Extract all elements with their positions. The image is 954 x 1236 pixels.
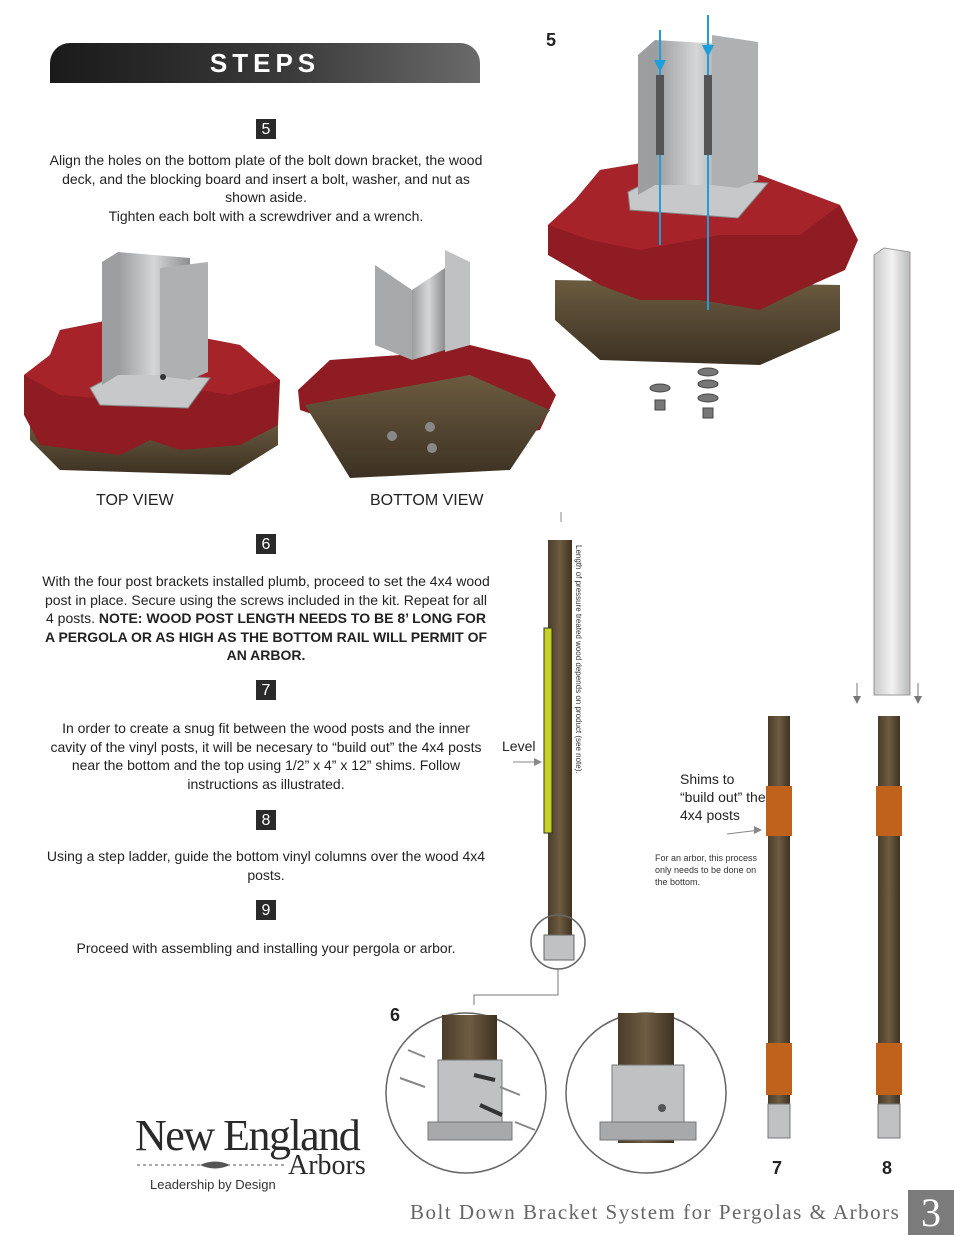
bottom-view-illustration bbox=[298, 250, 556, 478]
logo-name: New England bbox=[135, 1111, 360, 1160]
arbor-note: For an arbor, this process only needs to be done on the bottom. bbox=[655, 853, 758, 887]
step-6-badge: 6 bbox=[256, 534, 276, 554]
figure-8-label: 8 bbox=[882, 1158, 893, 1178]
step-7-badge: 7 bbox=[256, 680, 276, 700]
step-7-text: In order to create a snug fit between the wood posts and the inner cavity of the vinyl posts, it will be necesary to “build out” the 4x4 posts near the bottom and the top using 1/2” x 4” x 12” shims. Follow instructions as illustrated. bbox=[50, 720, 482, 792]
top-view-label: TOP VIEW bbox=[96, 492, 174, 509]
shims-label: Shims to “build out” the 4x4 posts bbox=[680, 771, 766, 823]
step-5-instruction-2: Tighten each bolt with a screwdriver and a wrench. bbox=[108, 207, 424, 224]
step-6-text bbox=[42, 572, 490, 665]
steps-header: STEPS bbox=[50, 43, 480, 83]
top-view-illustration bbox=[24, 252, 280, 475]
detail-circle-right bbox=[566, 1013, 726, 1173]
figure-6-label: 6 bbox=[390, 1005, 401, 1025]
step-8-badge: 8 bbox=[256, 810, 276, 830]
post-length-note: Length of pressure treated wood depends on product (see note). bbox=[574, 545, 583, 774]
step-8-text: Using a step ladder, guide the bottom vinyl columns over the wood 4x4 posts. bbox=[46, 848, 486, 883]
step-6-note: NOTE: WOOD POST LENGTH NEEDS TO BE 8’ LONG FOR A PERGOLA OR AS HIGH AS THE BOTTOM RAIL WILL PERMIT OF AN ARBOR. bbox=[44, 610, 488, 663]
step-5-badge: 5 bbox=[256, 119, 276, 139]
bottom-view-label: BOTTOM VIEW bbox=[370, 492, 484, 509]
step-9-text: Proceed with assembling and installing your pergola or arbor. bbox=[76, 940, 456, 956]
logo-flourish bbox=[137, 1162, 285, 1169]
logo-sub: Arbors bbox=[288, 1150, 366, 1181]
page-number: 3 bbox=[908, 1190, 954, 1235]
figure-7-label: 7 bbox=[772, 1158, 783, 1178]
step-6-instruction: With the four post brackets installed plumb, proceed to set the 4x4 wood post in place. Secure using the screws included in the kit. Repeat for all 4 posts. bbox=[42, 573, 490, 626]
footer-title: Bolt Down Bracket System for Pergolas & Arbors bbox=[410, 1200, 901, 1224]
figure-5-label: 5 bbox=[546, 30, 557, 50]
logo-tagline: Leadership by Design bbox=[150, 1177, 276, 1192]
step-5-instruction: Align the holes on the bottom plate of the bolt down bracket, the wood deck, and the blocking board and insert a bolt, washer, and nut as shown aside. bbox=[49, 152, 483, 205]
detail-circle-left bbox=[386, 1013, 546, 1173]
step-9-badge: 9 bbox=[256, 900, 276, 920]
vinyl-post-illustration bbox=[853, 248, 922, 704]
level-label: Level bbox=[502, 738, 536, 754]
post-8-illustration bbox=[876, 716, 902, 1138]
step-5-exploded-illustration bbox=[548, 15, 858, 418]
